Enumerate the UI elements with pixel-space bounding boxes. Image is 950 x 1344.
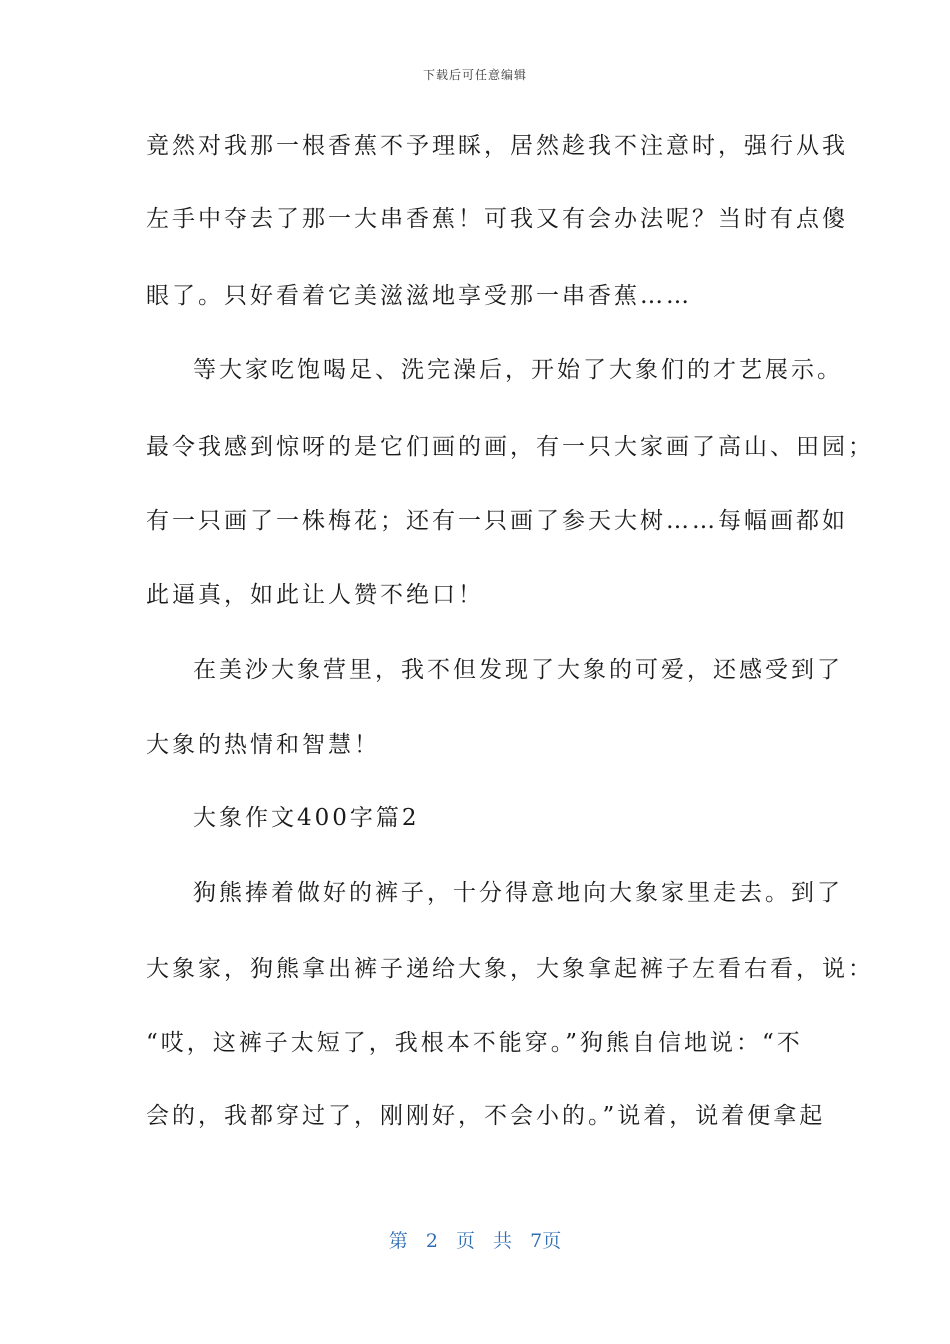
footer-label-gong: 共: [493, 1230, 513, 1252]
footer-label-ye: 页: [455, 1230, 475, 1252]
footer-page-current: 2: [425, 1230, 438, 1252]
text-line: 此逼真，如此让人赞不绝口！: [146, 582, 484, 608]
section-heading: 大象作文400字篇2: [193, 805, 420, 831]
footer-label-di: 第: [388, 1230, 408, 1252]
text-line: 左手中夺去了那一大串香蕉！可我又有会办法呢？当时有点傻: [146, 206, 848, 232]
text-line: 有一只画了一株梅花；还有一只画了参天大树……每幅画都如: [146, 508, 848, 534]
text-line: 会的，我都穿过了，刚刚好，不会小的。”说着，说着便拿起: [146, 1103, 826, 1129]
text-line: 大象家，狗熊拿出裤子递给大象，大象拿起裤子左看右看，说：: [146, 956, 874, 982]
text-line: “哎，这裤子太短了，我根本不能穿。”狗熊自信地说：“不: [146, 1030, 803, 1056]
footer-page-total: 7页: [530, 1230, 562, 1252]
page-header-note: 下载后可任意编辑: [422, 68, 527, 82]
text-line: 狗熊捧着做好的裤子，十分得意地向大象家里走去。到了: [193, 880, 843, 906]
text-line: 等大家吃饱喝足、洗完澡后，开始了大象们的才艺展示。: [193, 357, 843, 383]
text-line: 最令我感到惊呀的是它们画的画，有一只大家画了高山、田园；: [146, 434, 874, 460]
text-line: 眼了。只好看着它美滋滋地享受那一串香蕉……: [146, 283, 692, 309]
page-footer: [0, 1226, 950, 1253]
text-line: 竟然对我那一根香蕉不予理睬，居然趁我不注意时，强行从我: [146, 133, 848, 159]
text-line: 大象的热情和智慧！: [146, 732, 380, 758]
text-line: 在美沙大象营里，我不但发现了大象的可爱，还感受到了: [193, 657, 843, 683]
